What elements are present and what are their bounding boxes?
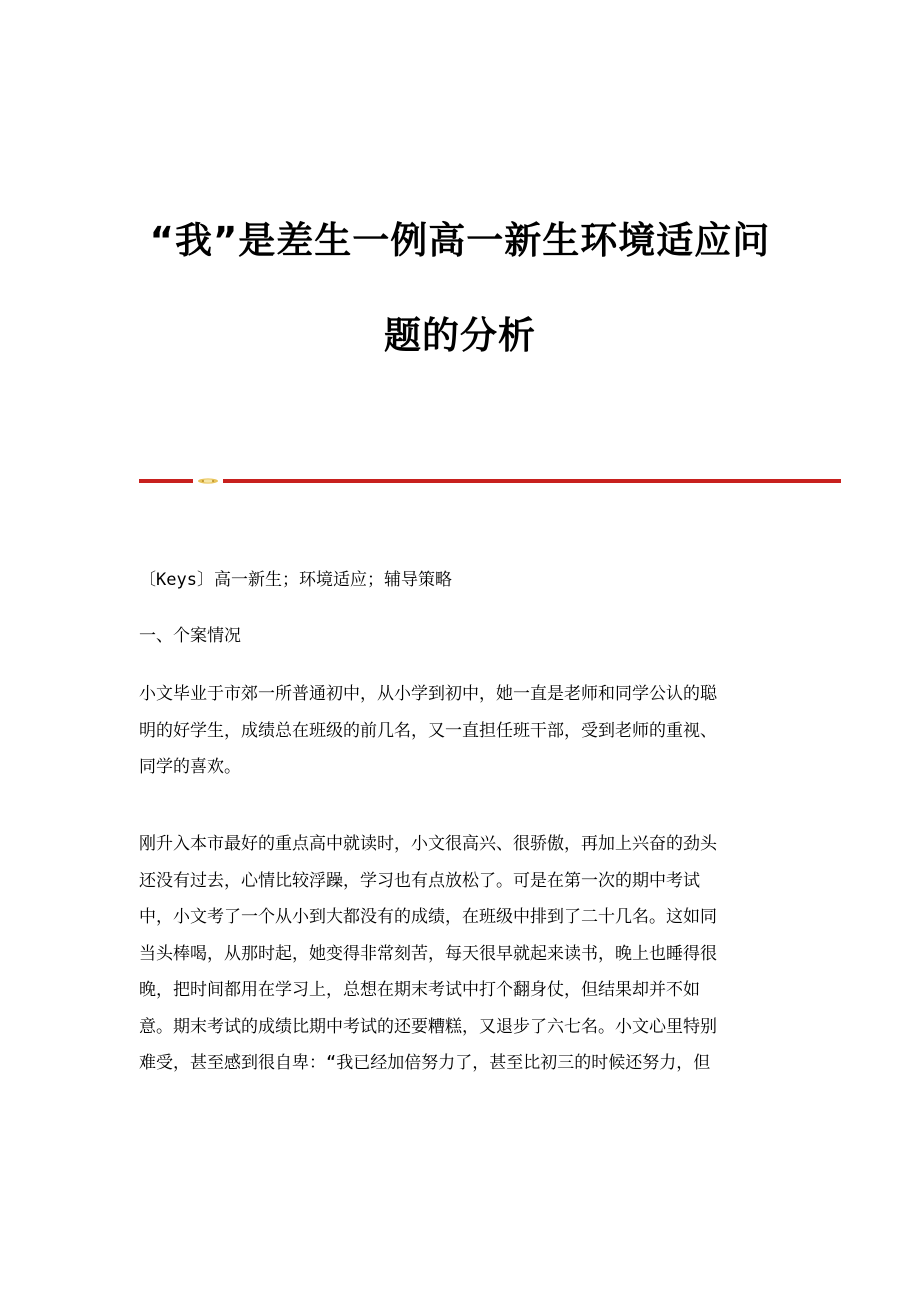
divider-bar-right — [223, 479, 841, 483]
paragraph-1-line: 小文毕业于市郊一所普通初中，从小学到初中，她一直是老师和同学公认的聪 — [139, 684, 717, 704]
paragraph-2-line: 难受，甚至感到很自卑：“我已经加倍努力了，甚至比初三的时候还努力，但 — [139, 1053, 711, 1073]
document-title-line-2: 题的分析 — [384, 314, 536, 357]
paragraph-2-line: 当头棒喝，从那时起，她变得非常刻苦，每天很早就起来读书，晚上也睡得很 — [139, 943, 717, 964]
divider-bar-left — [139, 479, 193, 483]
paragraph-2-line: 中，小文考了一个从小到大都没有的成绩，在班级中排到了二十几名。这如同 — [139, 907, 717, 927]
keywords-line: 〔Keys〕高一新生；环境适应；辅导策略 — [139, 570, 452, 590]
paragraph-2-line: 刚升入本市最好的重点高中就读时，小文很高兴、很骄傲，再加上兴奋的劲头 — [139, 834, 717, 854]
title-divider — [139, 478, 841, 484]
document-title-line-1: “我”是差生一例高一新生环境适应问 — [149, 219, 771, 262]
paragraph-2 — [139, 826, 771, 1082]
paragraph-1 — [139, 676, 771, 786]
paragraph-2-line: 还没有过去，心情比较浮躁，学习也有点放松了。可是在第一次的期中考试 — [139, 870, 700, 891]
paragraph-1-line: 明的好学生，成绩总在班级的前几名，又一直担任班干部，受到老师的重视、 — [139, 720, 717, 741]
paragraph-1-line: 同学的喜欢。 — [139, 757, 241, 777]
paragraph-2-line: 晚，把时间都用在学习上，总想在期末考试中打个翻身仗，但结果却并不如 — [139, 980, 700, 1000]
section-heading: 一、个案情况 — [139, 626, 241, 646]
divider-ornament-icon — [197, 478, 219, 484]
paragraph-2-line: 意。期末考试的成绩比期中考试的还要糟糕，又退步了六七名。小文心里特别 — [139, 1016, 717, 1037]
